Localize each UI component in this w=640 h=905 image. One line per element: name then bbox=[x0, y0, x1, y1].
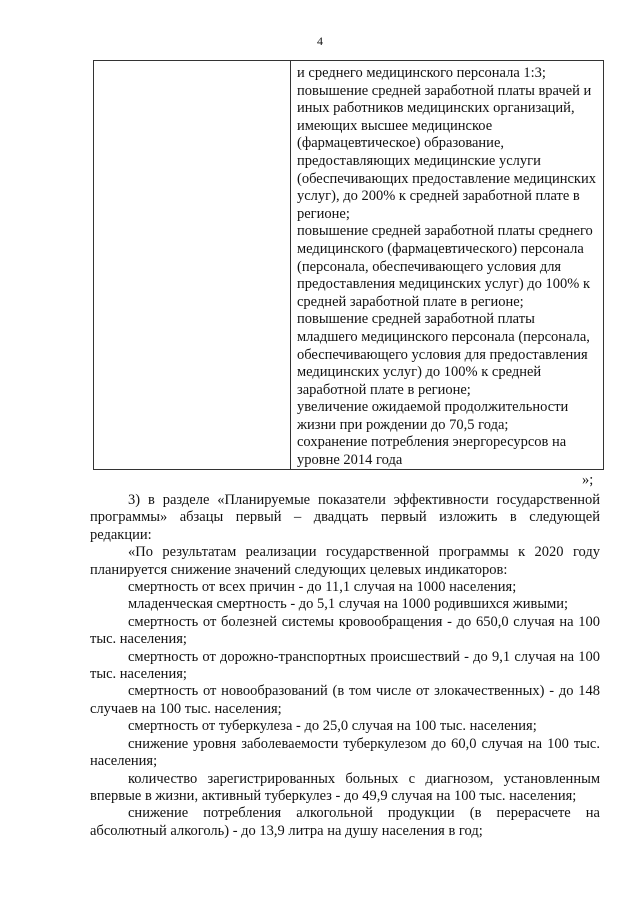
table-line: младшего медицинского персонала (персонала, bbox=[297, 328, 590, 345]
table-line: регионе; bbox=[297, 205, 350, 222]
paragraph: смертность от дорожно-транспортных происшествий - до 9,1 случая на 100 тыс. населения; bbox=[90, 648, 600, 683]
table-line: медицинских услуг) до 100% к средней bbox=[297, 364, 542, 381]
table-line: повышение средней заработной платы врачей и bbox=[297, 82, 592, 99]
table-line: предоставления медицинских услуг) до 100% к bbox=[297, 276, 591, 293]
table-line: средней заработной плате в регионе; bbox=[297, 293, 524, 310]
section-heading: 3) в разделе «Планируемые показатели эффективности государственной программы» абзацы первый – двадцать первый изложить в следующей редакции: bbox=[90, 492, 600, 543]
paragraph: снижение потребления алкогольной продукции (в перерасчете на абсолютный алкоголь) - до 13,9 литра на душу населения в год; bbox=[90, 805, 600, 839]
paragraph: смертность от новообразований (в том числе от злокачественных) - до 148 случаев на 100 тыс. населения; bbox=[90, 683, 600, 717]
indicators-table bbox=[93, 60, 604, 470]
table-line: имеющих высшее медицинское bbox=[297, 117, 493, 134]
page-number: 4 bbox=[317, 34, 323, 48]
table-line: повышение средней заработной платы среднего bbox=[297, 223, 593, 240]
table-line: обеспечивающего условия для предоставления bbox=[297, 346, 588, 363]
paragraph: младенческая смертность - до 5,1 случая на 1000 родившихся живыми; bbox=[128, 596, 569, 613]
paragraph: снижение уровня заболеваемости туберкулезом до 60,0 случая на 100 тыс. населения; bbox=[90, 735, 600, 770]
table-line: уровне 2014 года bbox=[297, 452, 403, 469]
table-line: медицинского (фармацевтического) персонала bbox=[297, 240, 584, 257]
table-line: жизни при рождении до 70,5 года; bbox=[297, 416, 509, 433]
table-line: (обеспечивающих предоставление медицинских bbox=[297, 170, 596, 187]
table-column-divider bbox=[290, 61, 291, 469]
table-line: иных работников медицинских организаций, bbox=[297, 100, 575, 117]
table-line: сохранение потребления энергоресурсов на bbox=[297, 434, 567, 451]
paragraph: количество зарегистрированных больных с диагнозом, установленным впервые в жизни, активный туберкулез - до 49,9 случая на 100 тыс. населения; bbox=[90, 770, 600, 804]
table-line: (фармацевтическое) образование, bbox=[297, 135, 505, 152]
table-line: заработной плате в регионе; bbox=[297, 381, 471, 398]
table-line: и среднего медицинского персонала 1:3; bbox=[297, 65, 546, 81]
table-right-cell bbox=[297, 65, 602, 470]
document-body bbox=[90, 492, 600, 840]
table-line: увеличение ожидаемой продолжительности bbox=[297, 399, 569, 416]
table-left-cell bbox=[94, 61, 290, 469]
closing-quote-mark: »; bbox=[582, 472, 594, 488]
paragraph: смертность от всех причин - до 11,1 случая на 1000 населения; bbox=[128, 579, 517, 596]
paragraph: смертность от болезней системы кровообращения - до 650,0 случая на 100 тыс. населения; bbox=[90, 613, 600, 648]
table-line: услуг), до 200% к средней заработной плате в bbox=[297, 188, 580, 205]
table-line: повышение средней заработной платы bbox=[297, 311, 535, 328]
paragraph: «По результатам реализации государственной программы к 2020 году планируется снижение значений следующих целевых индикаторов: bbox=[90, 544, 600, 578]
paragraph: смертность от туберкулеза - до 25,0 случая на 100 тыс. населения; bbox=[128, 718, 537, 735]
table-line: (персонала, обеспечивающего условия для bbox=[297, 258, 562, 275]
table-line: предоставляющих медицинские услуги bbox=[297, 152, 541, 169]
